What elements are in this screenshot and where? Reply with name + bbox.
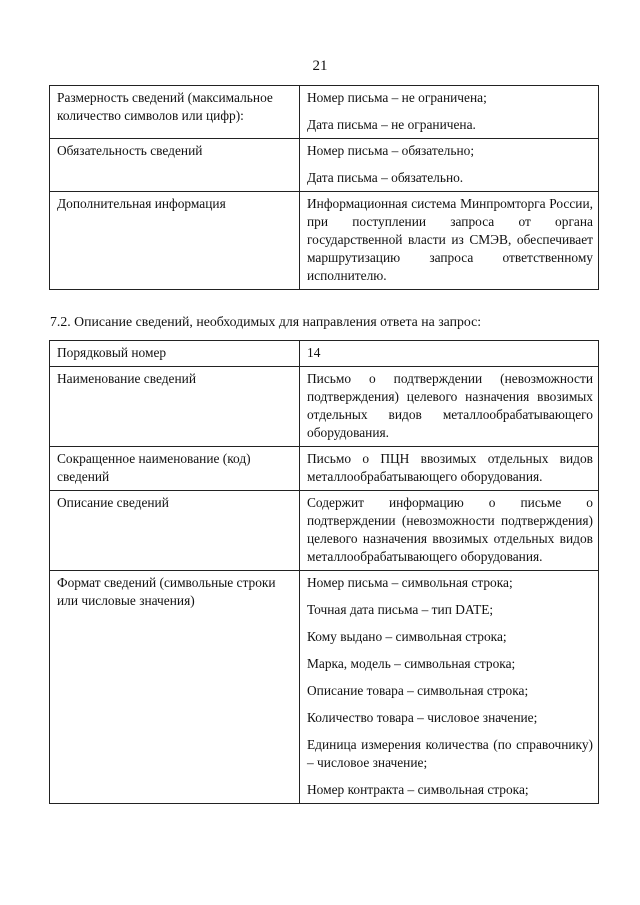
row-value: Содержит информацию о письме о подтверждении (невозможности подтверждения) целевого назначения ввозимых отдельных видов металлообрабатывающего оборудования. — [300, 491, 599, 571]
value-line: Номер письма – не ограничена; — [307, 90, 487, 105]
row-label: Наименование сведений — [50, 367, 300, 447]
value-line: Номер письма – символьная строка; — [307, 575, 513, 590]
row-value: 14 — [300, 341, 599, 367]
table-row — [50, 447, 599, 491]
table-row — [50, 192, 599, 290]
table-row — [50, 491, 599, 571]
table-row — [50, 86, 599, 139]
row-label: Описание сведений — [50, 491, 300, 571]
table-row — [50, 571, 599, 804]
page-number: 21 — [312, 58, 328, 74]
value-line: Кому выдано – символьная строка; — [307, 629, 507, 644]
row-value — [300, 571, 599, 804]
row-label: Обязательность сведений — [50, 139, 300, 192]
value-line: Описание товара – символьная строка; — [307, 683, 529, 698]
row-value: Информационная система Минпромторга России, при поступлении запроса от органа государственной власти из СМЭВ, обеспечивает маршрутизацию запроса ответственному исполнителю. — [300, 192, 599, 290]
value-line: Количество товара – числовое значение; — [307, 710, 538, 725]
row-label: Сокращенное наименование (код) сведений — [50, 447, 300, 491]
row-value: Письмо о ПЦН ввозимых отдельных видов металлообрабатывающего оборудования. — [300, 447, 599, 491]
value-line: Точная дата письма – тип DATE; — [307, 602, 494, 617]
info-table-1 — [49, 85, 599, 290]
row-label: Порядковый номер — [50, 341, 300, 367]
table-row — [50, 367, 599, 447]
row-value — [300, 139, 599, 192]
table-row — [50, 139, 599, 192]
value-line: Номер контракта – символьная строка; — [307, 782, 529, 797]
info-table-2 — [49, 340, 599, 804]
value-line: Дата письма – обязательно. — [307, 170, 464, 185]
value-line: Единица измерения количества (по справочнику) – числовое значение; — [307, 737, 593, 770]
table-row — [50, 341, 599, 367]
section-caption: 7.2. Описание сведений, необходимых для направления ответа на запрос: — [50, 314, 482, 329]
row-label: Дополнительная информация — [50, 192, 300, 290]
row-label: Формат сведений (символьные строки или числовые значения) — [50, 571, 300, 804]
value-line: Номер письма – обязательно; — [307, 143, 475, 158]
row-label: Размерность сведений (максимальное количество символов или цифр): — [50, 86, 300, 139]
value-line: Марка, модель – символьная строка; — [307, 656, 516, 671]
row-value — [300, 86, 599, 139]
value-line: Дата письма – не ограничена. — [307, 117, 476, 132]
row-value: Письмо о подтверждении (невозможности подтверждения) целевого назначения ввозимых отдельных видов металлообрабатывающего оборудования. — [300, 367, 599, 447]
